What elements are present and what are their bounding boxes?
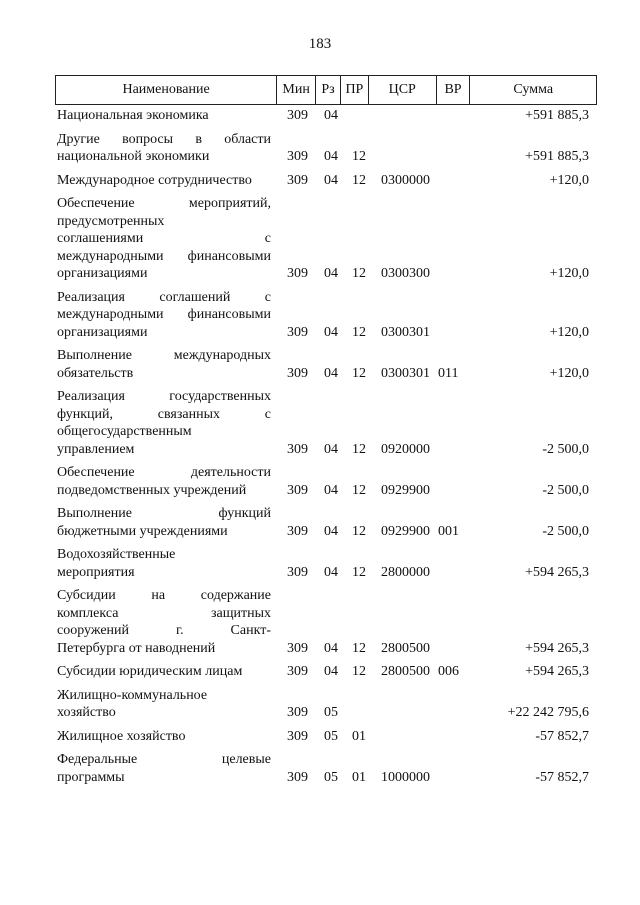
row-pr: 12 xyxy=(352,664,366,679)
row-name xyxy=(55,663,271,681)
row-name-line: Жилищное хозяйство xyxy=(57,728,186,744)
row-name-line: Реализация государственных xyxy=(57,389,271,404)
row-pr: 01 xyxy=(352,728,366,744)
row-name-line: международными финансовыми xyxy=(57,307,271,322)
table-row xyxy=(55,464,597,499)
table-row xyxy=(55,663,597,681)
table-row xyxy=(55,347,597,382)
row-pr: 12 xyxy=(352,523,366,539)
row-pr: 12 xyxy=(352,564,366,580)
table-row xyxy=(55,107,597,125)
row-csr: 2800500 xyxy=(381,664,430,679)
row-name-line: Субсидии юридическим лицам xyxy=(57,664,243,679)
row-name-line: международными финансовыми xyxy=(57,248,271,264)
table-row xyxy=(55,751,597,786)
row-name-line: подведомственных учреждений xyxy=(57,482,247,498)
row-min: 309 xyxy=(287,324,308,340)
table-row xyxy=(55,687,597,722)
row-csr: 0300300 xyxy=(381,266,430,281)
row-name-line: Национальная экономика xyxy=(57,108,209,123)
row-name xyxy=(55,464,271,499)
table-row xyxy=(55,131,597,166)
row-name-line: сооружений г. Санкт- xyxy=(57,623,271,638)
row-csr: 0300000 xyxy=(381,172,430,188)
row-min: 309 xyxy=(287,482,308,498)
header-name: Наименование xyxy=(122,82,210,97)
table-row xyxy=(55,289,597,342)
table-row xyxy=(55,195,597,283)
header-csr: ЦСР xyxy=(368,76,436,104)
row-min: 309 xyxy=(287,728,308,744)
row-rz: 04 xyxy=(324,482,338,498)
row-rz: 04 xyxy=(324,266,338,281)
row-name-line: Субсидии на содержание xyxy=(57,588,271,603)
row-pr: 01 xyxy=(352,769,366,785)
table-row xyxy=(55,388,597,458)
row-vr: 006 xyxy=(438,664,459,679)
row-pr: 12 xyxy=(352,149,366,164)
row-sum: +594 265,3 xyxy=(525,664,589,679)
row-rz: 04 xyxy=(324,172,338,188)
row-csr: 2800500 xyxy=(381,640,430,656)
row-name-line: обязательств xyxy=(57,365,134,381)
row-name-line: соглашениями с xyxy=(57,231,271,246)
row-name xyxy=(55,687,271,722)
row-name-line: Выполнение функций xyxy=(57,506,271,521)
row-name-line: организациями xyxy=(57,324,148,340)
row-pr: 12 xyxy=(352,482,366,498)
row-name xyxy=(55,388,271,458)
row-sum: -2 500,0 xyxy=(542,523,589,539)
row-pr: 12 xyxy=(352,365,366,381)
row-name-line: хозяйство xyxy=(57,705,116,720)
row-name-line: национальной экономики xyxy=(57,149,210,164)
row-min: 309 xyxy=(287,266,308,281)
row-min: 309 xyxy=(287,149,308,164)
row-sum: +591 885,3 xyxy=(525,108,589,123)
row-rz: 05 xyxy=(324,769,338,785)
table-row xyxy=(55,172,597,190)
row-name xyxy=(55,347,271,382)
header-rz: Рз xyxy=(315,76,340,104)
row-min: 309 xyxy=(287,664,308,679)
row-min: 309 xyxy=(287,108,308,123)
row-rz: 04 xyxy=(324,523,338,539)
row-min: 309 xyxy=(287,564,308,580)
row-rz: 04 xyxy=(324,108,338,123)
row-csr: 1000000 xyxy=(381,769,430,785)
row-sum: -2 500,0 xyxy=(542,482,589,498)
table-row xyxy=(55,546,597,581)
row-name-line: организациями xyxy=(57,266,148,281)
row-name-line: управлением xyxy=(57,441,135,457)
row-rz: 05 xyxy=(324,728,338,744)
row-sum: +120,0 xyxy=(549,266,589,281)
row-name xyxy=(55,505,271,540)
header-vr: ВР xyxy=(436,76,470,104)
row-sum: +591 885,3 xyxy=(525,149,589,164)
row-name xyxy=(55,289,271,342)
row-vr: 001 xyxy=(438,523,459,539)
row-name-line: бюджетными учреждениями xyxy=(57,523,228,539)
row-min: 309 xyxy=(287,365,308,381)
row-name-line: Международное сотрудничество xyxy=(57,172,252,188)
row-name-line: Другие вопросы в области xyxy=(57,131,271,147)
row-sum: +120,0 xyxy=(549,172,589,188)
row-name xyxy=(55,751,271,786)
row-name xyxy=(55,172,271,190)
row-pr: 12 xyxy=(352,324,366,340)
row-rz: 04 xyxy=(324,564,338,580)
row-csr: 0300301 xyxy=(381,365,430,381)
row-csr: 0920000 xyxy=(381,441,430,457)
header-sum: Сумма xyxy=(469,76,596,104)
row-name-line: Реализация соглашений с xyxy=(57,289,271,305)
row-min: 309 xyxy=(287,441,308,457)
row-name-line: мероприятия xyxy=(57,564,135,580)
row-pr: 12 xyxy=(352,441,366,457)
row-rz: 04 xyxy=(324,441,338,457)
row-sum: +120,0 xyxy=(549,324,589,340)
row-name-line: Обеспечение деятельности xyxy=(57,465,271,480)
table-body xyxy=(55,107,597,792)
row-name-line: функций, связанных с xyxy=(57,406,271,422)
row-sum: +594 265,3 xyxy=(525,640,589,656)
row-name-line: Выполнение международных xyxy=(57,348,271,363)
row-name-line: комплекса защитных xyxy=(57,605,271,621)
row-name-line: программы xyxy=(57,769,125,785)
row-min: 309 xyxy=(287,705,308,720)
row-csr: 2800000 xyxy=(381,564,430,580)
row-pr: 12 xyxy=(352,640,366,656)
row-name-line: Федеральные целевые xyxy=(57,752,271,767)
row-name xyxy=(55,587,271,657)
row-csr: 0300301 xyxy=(381,324,430,340)
row-csr: 0929900 xyxy=(381,482,430,498)
row-rz: 04 xyxy=(324,365,338,381)
table-header xyxy=(55,75,597,105)
row-vr: 011 xyxy=(438,365,459,381)
row-name xyxy=(55,546,271,581)
row-pr: 12 xyxy=(352,266,366,281)
row-name xyxy=(55,195,271,283)
row-sum: -57 852,7 xyxy=(535,728,589,744)
row-name-line: Водохозяйственные xyxy=(57,547,176,562)
table-row xyxy=(55,728,597,746)
row-sum: -57 852,7 xyxy=(535,769,589,785)
row-pr: 12 xyxy=(352,172,366,188)
row-rz: 04 xyxy=(324,640,338,656)
row-name-line: Жилищно-коммунальное xyxy=(57,687,208,703)
row-name xyxy=(55,728,271,746)
row-min: 309 xyxy=(287,640,308,656)
header-pr: ПР xyxy=(340,76,368,104)
row-name-line: Петербурга от наводнений xyxy=(57,640,216,656)
row-name-line: общегосударственным xyxy=(57,424,192,439)
row-rz: 04 xyxy=(324,324,338,340)
row-sum: -2 500,0 xyxy=(542,441,589,457)
row-min: 309 xyxy=(287,523,308,539)
header-min: Мин xyxy=(276,76,315,104)
row-csr: 0929900 xyxy=(381,523,430,539)
row-name xyxy=(55,131,271,166)
row-rz: 04 xyxy=(324,664,338,679)
table-row xyxy=(55,505,597,540)
table-row xyxy=(55,587,597,657)
row-name-line: предусмотренных xyxy=(57,213,165,229)
page-number: 183 xyxy=(308,36,332,52)
row-rz: 05 xyxy=(324,705,338,720)
row-rz: 04 xyxy=(324,149,338,164)
row-name-line: Обеспечение мероприятий, xyxy=(57,196,271,211)
row-min: 309 xyxy=(287,769,308,785)
row-sum: +120,0 xyxy=(549,365,589,381)
row-sum: +594 265,3 xyxy=(525,564,589,580)
row-name xyxy=(55,107,271,125)
row-min: 309 xyxy=(287,172,308,188)
row-sum: +22 242 795,6 xyxy=(507,705,589,720)
